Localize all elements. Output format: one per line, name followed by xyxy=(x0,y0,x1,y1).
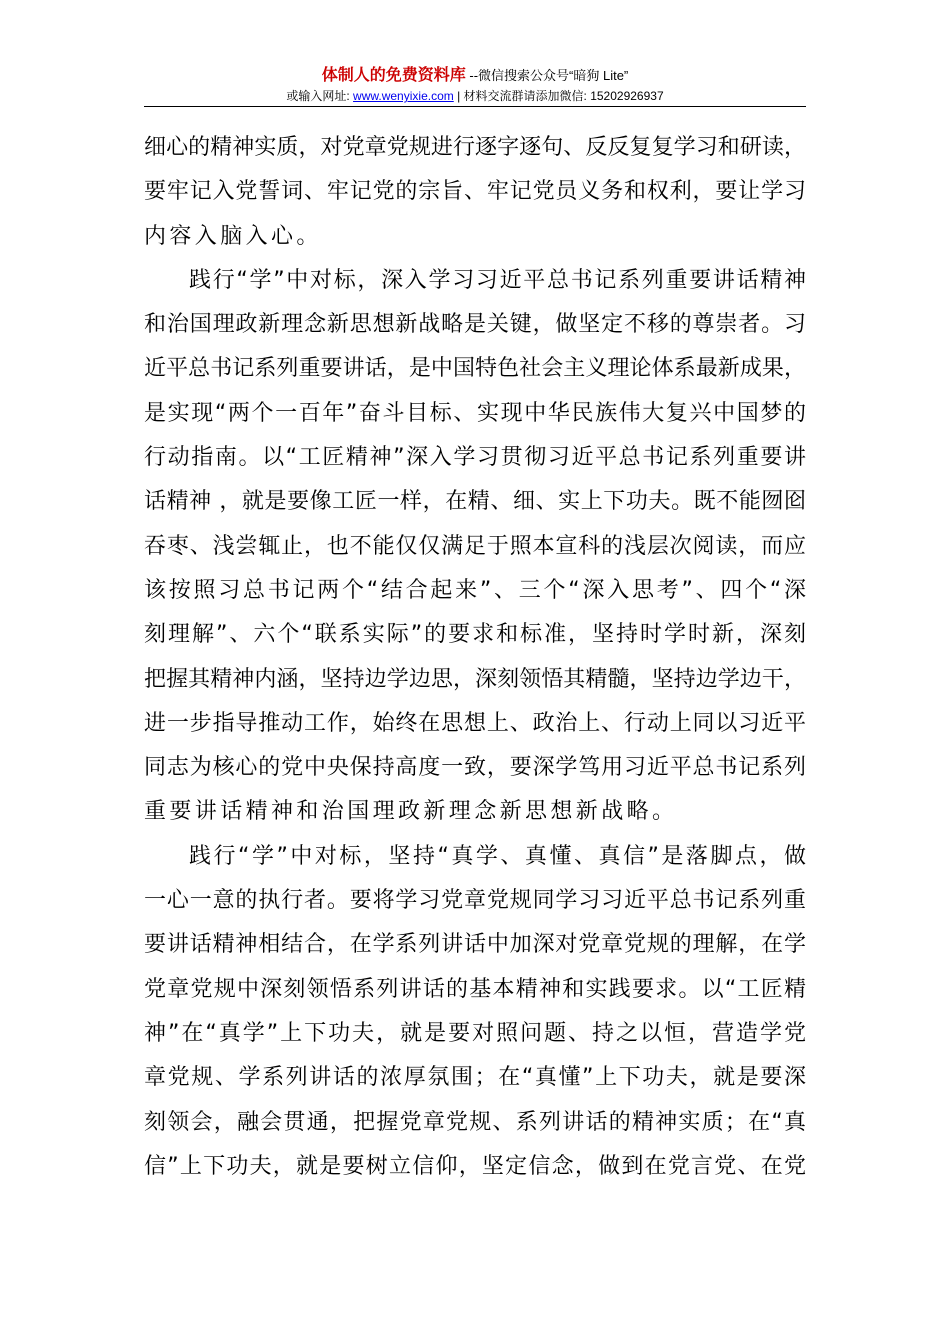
text-line: 和治国理政新理念新思想新战略是关键，做坚定不移的尊崇者。习 xyxy=(144,312,806,338)
text-line: 细心的精神实质，对党章党规进行逐字逐句、反反复复学习和研读， xyxy=(144,135,806,160)
text-line: 该按照习总书记两个“结合起来”、三个“深入思考”、四个“深 xyxy=(144,577,806,603)
text-line: 要牢记入党誓词、牢记党的宗旨、牢记党员义务和权利，要让学习 xyxy=(144,179,806,205)
text-line: 践行“学”中对标，深入学习习近平总书记系列重要讲话精神 xyxy=(189,267,806,293)
header-top-line xyxy=(144,66,806,86)
text-line: 刻领会，融会贯通，把握党章党规、系列讲话的精神实质；在“真 xyxy=(144,1109,806,1135)
header-url-link[interactable]: www.wenyixie.com xyxy=(353,89,454,103)
text-line: 信”上下功夫，就是要树立信仰，坚定信念，做到在党言党、在党 xyxy=(144,1153,806,1179)
text-line: 重要讲话精神和治国理政新理念新思想新战略。 xyxy=(144,799,678,825)
header-bottom-line xyxy=(144,87,806,105)
text-line: 吞枣、浅尝辄止，也不能仅仅满足于照本宣科的浅层次阅读，而应 xyxy=(144,533,806,559)
text-line: 话精神 ，就是要像工匠一样，在精、细、实上下功夫。既不能囫囵 xyxy=(144,489,806,515)
header-url-prefix: 或输入网址: xyxy=(286,89,354,103)
text-line: 神”在“真学”上下功夫，就是要对照问题、持之以恒，营造学党 xyxy=(144,1020,806,1046)
text-line: 行动指南。以“工匠精神”深入学习贯彻习近平总书记系列重要讲 xyxy=(144,445,806,471)
header-subtitle: --微信搜索公众号“暗狗 Lite” xyxy=(465,68,629,83)
text-line: 进一步指导推动工作，始终在思想上、政治上、行动上同以习近平 xyxy=(144,710,806,736)
text-line: 是实现“两个一百年”奋斗目标、实现中华民族伟大复兴中国梦的 xyxy=(144,400,806,426)
text-line: 一心一意的执行者。要将学习党章党规同学习习近平总书记系列重 xyxy=(144,888,806,914)
text-line: 把握其精神内涵，坚持边学边思，深刻领悟其精髓，坚持边学边干， xyxy=(144,666,806,692)
text-line: 章党规、学系列讲话的浓厚氛围；在“真懂”上下功夫，就是要深 xyxy=(144,1065,806,1091)
page-header xyxy=(144,66,806,105)
text-line: 近平总书记系列重要讲话，是中国特色社会主义理论体系最新成果， xyxy=(144,356,806,382)
text-line: 内容入脑入心。 xyxy=(144,223,322,249)
header-title: 体制人的免费资料库 xyxy=(321,67,466,84)
text-line: 践行“学”中对标，坚持“真学、真懂、真信”是落脚点，做 xyxy=(189,843,806,869)
text-line: 党章党规中深刻领悟系列讲话的基本精神和实践要求。以“工匠精 xyxy=(144,976,806,1002)
text-line: 要讲话精神相结合，在学系列讲话中加深对党章党规的理解，在学 xyxy=(144,932,806,958)
text-line: 刻理解”、六个“联系实际”的要求和标准，坚持时学时新，深刻 xyxy=(144,622,806,648)
body-text xyxy=(144,126,806,1189)
text-line: 同志为核心的党中央保持高度一致，要深学笃用习近平总书记系列 xyxy=(144,755,806,781)
header-divider xyxy=(144,106,806,107)
header-contact: | 材料交流群请添加微信: 15202926937 xyxy=(453,89,664,103)
